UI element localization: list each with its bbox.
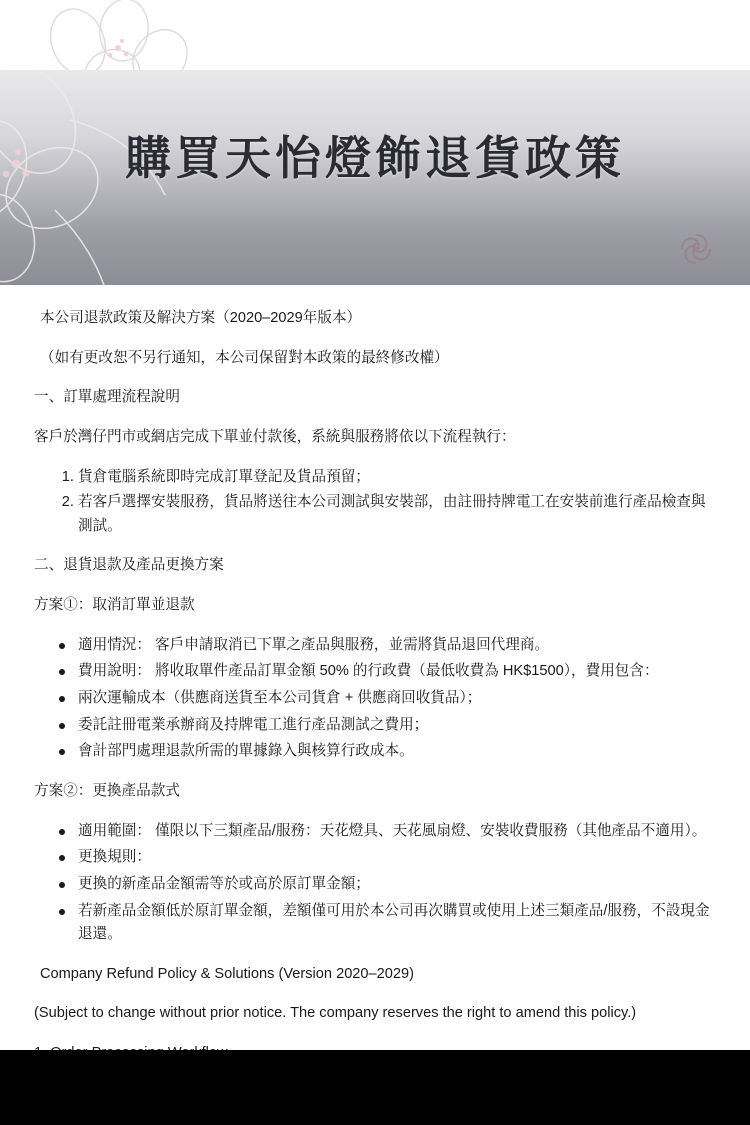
section-1-heading: 一、訂單處理流程說明 [34,389,180,406]
option-2-items [34,820,716,947]
page-title: 購買天怡燈飾退貨政策 [125,131,625,185]
intro-line-1: 本公司退款政策及解決方案（2020–2029年版本） [40,310,362,326]
option-2-heading: 方案②：更換產品款式 [34,782,180,799]
list-item: 適用範圍： 僅限以下三類產品/服務：天花燈具、天花風扇燈、安裝收費服務（其他產品不適用）。 [78,820,716,844]
list-item: 會計部門處理退款所需的單據錄入與核算行政成本。 [78,740,716,764]
list-item: 費用說明： 將收取單件產品訂單金額 50% 的行政費（最低收費為 HK$1500），費用包含： [78,660,716,684]
document-content [0,285,750,1092]
list-item: 2. 若客戶選擇安裝服務，貨品將送往本公司測試與安裝部，由註冊持牌電工在安裝前進行產品檢查與測試。 [78,491,716,538]
intro-line-2: （如有更改恕不另行通知，本公司保留對本政策的最終修改權） [40,349,449,366]
list-item: 更換規則： [78,846,716,870]
header-banner [0,70,750,285]
english-subtitle: (Subject to change without prior notice. The company reserves the right to amend this policy.) [34,1005,637,1022]
list-item: 更換的新產品金額需等於或高於原訂單金額； [78,873,716,897]
list-item: 兩次運輸成本（供應商送貨至本公司貨倉 + 供應商回收貨品）； [78,687,716,711]
section-1-intro: 客戶於灣仔門市或網店完成下單並付款後，系統與服務將依以下流程執行： [34,428,516,445]
bottom-black-strip [0,1050,750,1125]
rosette-bottom-right-icon [674,227,718,271]
option-1-heading: 方案①：取消訂單並退款 [34,597,195,614]
section-1-steps [34,466,716,539]
section-2-heading: 二、退貨退款及產品更換方案 [34,557,224,574]
list-item: 1. 貨倉電腦系統即時完成訂單登記及貨品預留； [78,466,716,490]
list-item: 適用情況： 客戶申請取消已下單之產品與服務，並需將貨品退回代理商。 [78,634,716,658]
english-title: Company Refund Policy & Solutions (Version 2020–2029) [40,965,414,982]
list-item: 委託註冊電業承辦商及持牌電工進行產品測試之費用； [78,714,716,738]
list-item: 若新產品金額低於原訂單金額，差額僅可用於本公司再次購買或使用上述三類產品/服務，不設現金退還。 [78,900,716,947]
option-1-items [34,634,716,764]
